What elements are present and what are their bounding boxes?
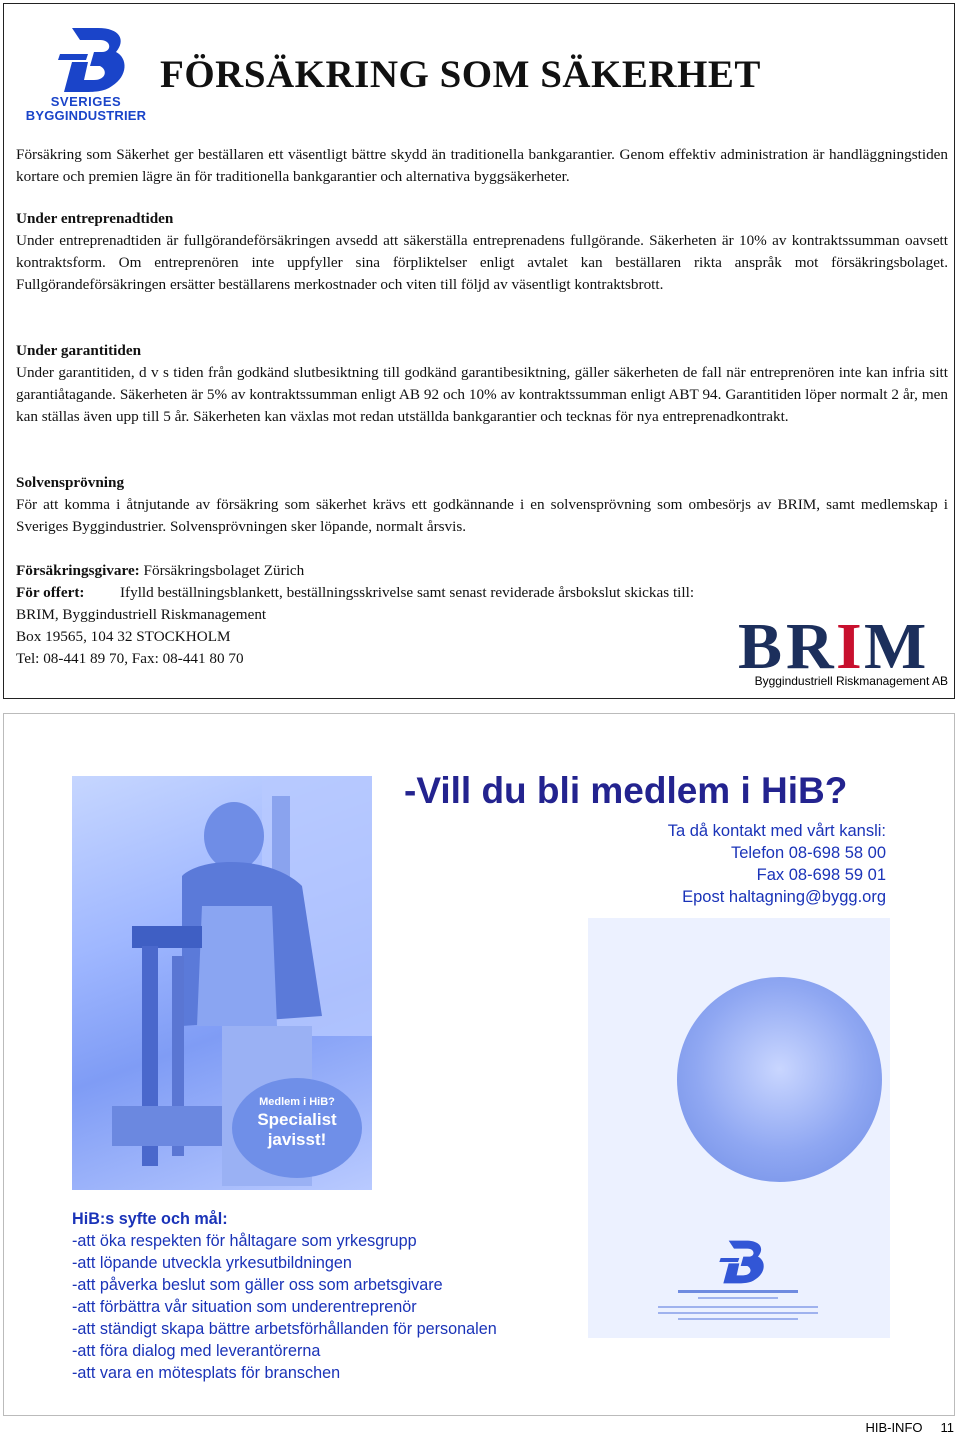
sb-logo-line1: SVERIGES — [50, 94, 122, 109]
goal-item: -att löpande utveckla yrkesutbildningen — [72, 1254, 352, 1272]
brim-logo — [738, 612, 948, 692]
section-heading: Under entreprenadtiden — [16, 210, 174, 227]
hib-goals-list — [72, 1208, 497, 1384]
join-title: -Vill du bli medlem i HiB? — [404, 770, 848, 811]
kansli-contact — [668, 820, 886, 908]
goal-item: -att öka respekten för håltagare som yrkesgrupp — [72, 1232, 417, 1250]
address-line-3: Tel: 08-441 89 70, Fax: 08-441 80 70 — [16, 650, 244, 667]
brochure-fine-print-icon — [658, 1288, 818, 1328]
badge-line1: Medlem i HiB? — [259, 1096, 335, 1108]
badge-line2: Specialist — [257, 1110, 337, 1129]
brim-letter-r: R — [786, 612, 834, 674]
kontakt-phone: Telefon 08-698 58 00 — [730, 844, 886, 862]
intro-paragraph: Försäkring som Säkerhet ger beställaren ett väsentligt bättre skydd än traditionella bankgarantier. Genom effektiv administration är handläggningstiden kortare och premien lägre än för traditionella bankgarantier och alternativa byggsäkerheter. — [16, 146, 948, 185]
page-footer — [865, 1420, 954, 1435]
kontakt-fax: Fax 08-698 59 01 — [756, 866, 886, 884]
section-text: Under entreprenadtiden är fullgörandeförsäkringen avsedd att säkerställa entreprenadens fullgörande. Säkerheten är 10% av kontraktssumman oavsett kontraktsform. Om entreprenören inte uppfyller sina förpliktelser enligt avtalet kan beställaren rikta anspråk mot försäkringsbolaget. Fullgörandeförsäkringen ersätter beställarens merkostnader och viten till följd av väsentligt kontraktsbrott. — [16, 232, 948, 293]
page-number: 11 — [940, 1420, 954, 1435]
address-line-1: BRIM, Byggindustriell Riskmanagement — [16, 606, 267, 623]
goals-heading: HiB:s syfte och mål: — [72, 1210, 228, 1228]
section-solvensprovning — [16, 472, 948, 538]
section-garantitiden — [16, 340, 948, 428]
hib-brochure-image — [588, 918, 890, 1338]
kontakt-line: Ta då kontakt med vårt kansli: — [667, 822, 886, 840]
brim-letter-i: I — [836, 612, 862, 674]
goal-item: -att vara en mötesplats för branschen — [72, 1364, 341, 1382]
goal-item: -att förbättra vår situation som underentreprenör — [72, 1298, 417, 1316]
brochure-circle-photo — [677, 977, 882, 1182]
offer-value: Ifylld beställningsblankett, beställningsskrivelse samt senast reviderade årsbokslut skickas till: — [120, 584, 695, 601]
insurer-line — [16, 560, 948, 582]
section-text: För att komma i åtnjutande av försäkring som säkerhet krävs ett godkännande i en solvensprövning som ombesörjs av BRIM, samt medlemskap i Sveriges Byggindustrier. Solvensprövningen sker löpande, normalt årsvis. — [16, 496, 948, 535]
sveriges-byggindustrier-logo — [18, 24, 154, 124]
brim-letter-m: M — [864, 612, 927, 674]
goal-item: -att föra dialog med leverantörerna — [72, 1342, 321, 1360]
brim-wordmark-icon — [738, 612, 948, 674]
brim-letter-b: B — [738, 612, 783, 674]
section-heading: Solvensprövning — [16, 474, 125, 491]
sb-logo-line2: BYGGINDUSTRIER — [25, 108, 147, 123]
section-text: Under garantitiden, d v s tiden från godkänd slutbesiktning till godkänd garantibesiktning, gäller säkerheten de fall när entreprenören inte kan infria sitt garantiåtagande. Säkerheten är 5% av kontraktssumman enligt AB 92 och 10% av kontraktssumman enligt ABT 94. Garantitiden löper normalt 2 år, men kan ställas även upp till 5 år. Säkerheten kan växlas mot redan utställda bankgarantier och tecknas för nya entreprenadkontrakt. — [16, 364, 948, 425]
offer-line — [16, 582, 948, 604]
insurer-value: Försäkringsbolaget Zürich — [143, 562, 305, 579]
footer-label: HIB-INFO — [865, 1420, 923, 1435]
section-heading: Under garantitiden — [16, 342, 142, 359]
photo-badge — [232, 1078, 362, 1178]
kontakt-email: Epost haltagning@bygg.org — [682, 888, 886, 906]
brochure-logo-icon — [716, 1238, 776, 1286]
sb-logo-mark-icon — [58, 24, 138, 96]
goal-item: -att påverka beslut som gäller oss som arbetsgivare — [72, 1276, 443, 1294]
insurer-label: Försäkringsgivare: — [16, 562, 140, 579]
brim-subtitle: Byggindustriell Riskmanagement AB — [754, 674, 948, 688]
badge-line3: javisst! — [267, 1130, 327, 1149]
section-entreprenadtiden — [16, 208, 948, 296]
goal-item: -att ständigt skapa bättre arbetsförhållanden för personalen — [72, 1320, 497, 1338]
address-line-2: Box 19565, 104 32 STOCKHOLM — [16, 628, 231, 645]
offer-label: För offert: — [16, 584, 85, 601]
page-title: FÖRSÄKRING SOM SÄKERHET — [160, 53, 761, 96]
